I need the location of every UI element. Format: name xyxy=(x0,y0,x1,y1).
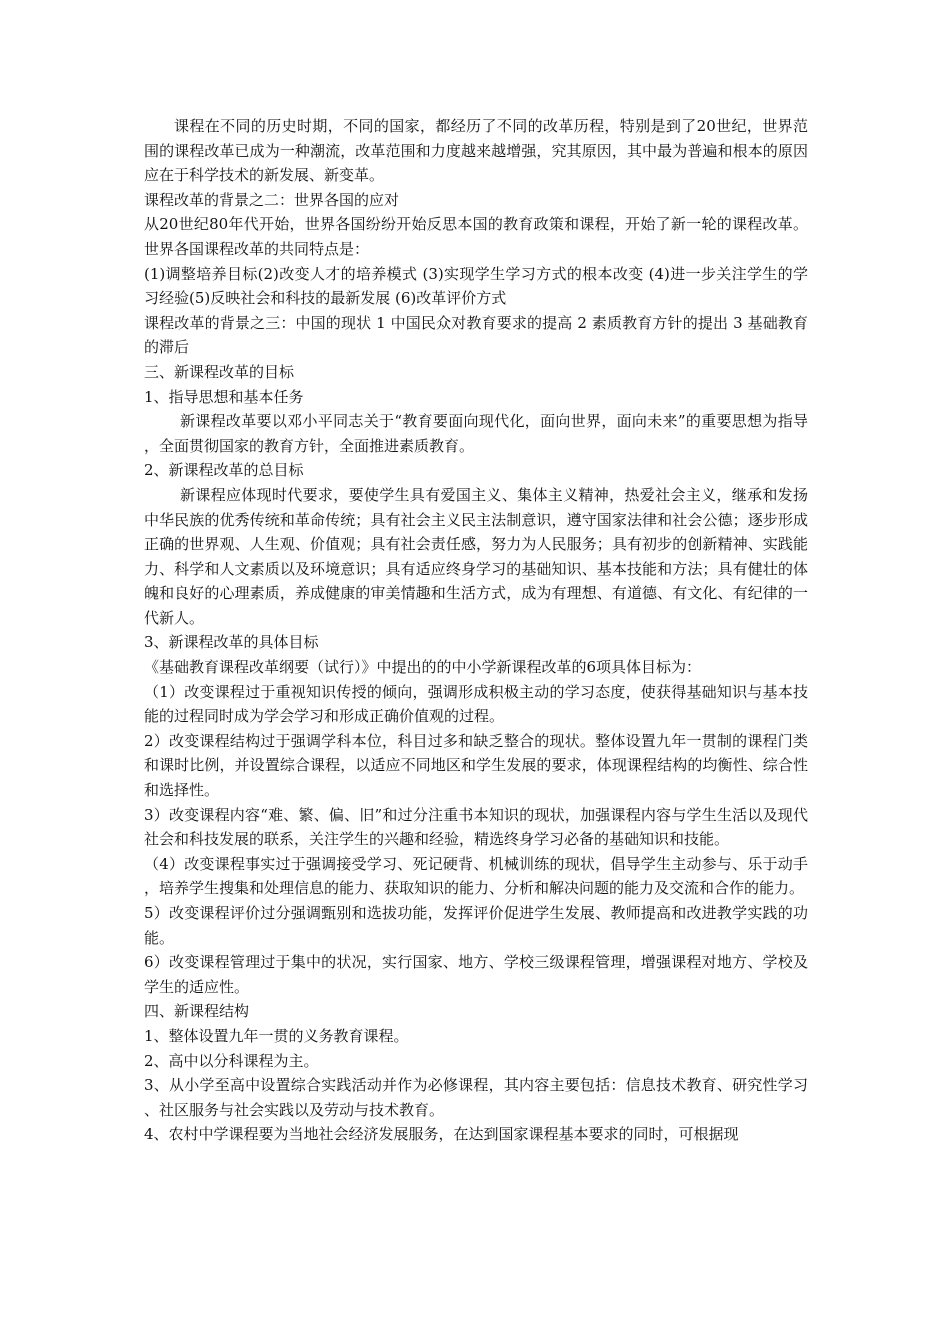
list-item-goal-4: （4）改变课程事实过于强调接受学习、死记硬背、机械训练的现状，倡导学生主动参与、乐于动手，培养学生搜集和处理信息的能力、获取知识的能力、分析和解决问题的能力及交流和合作的能力。 xyxy=(144,854,808,898)
list-item-goal-5: 5）改变课程评价过分强调甄别和选拔功能，发挥评价促进学生发展、教师提高和改进教学实践的功能。 xyxy=(144,904,808,947)
heading-guiding-ideology: 1、指导思想和基本任务 xyxy=(144,387,304,406)
document-page xyxy=(144,114,808,1147)
heading-overall-goal: 2、新课程改革的总目标 xyxy=(144,461,304,480)
paragraph-specific-goals-intro: 《基础教育课程改革纲要（试行）》中提出的的中小学新课程改革的6项具体目标为： xyxy=(144,658,702,677)
heading-specific-goals: 3、新课程改革的具体目标 xyxy=(144,633,319,652)
heading-background-2: 课程改革的背景之二：世界各国的应对 xyxy=(144,190,400,209)
list-item-structure-3: 3、从小学至高中设置综合实践活动并作为必修课程，其内容主要包括：信息技术教育、研究性学习、社区服务与社会实践以及劳动与技术教育。 xyxy=(144,1076,808,1119)
heading-section-3: 三、新课程改革的目标 xyxy=(144,362,295,381)
paragraph-overall-goal: 新课程应体现时代要求，要使学生具有爱国主义、集体主义精神，热爱社会主义，继承和发扬中华民族的优秀传统和革命传统；具有社会主义民主法制意识，遵守国家法律和社会公德；逐步形成正确的世界观、人生观、价值观；具有社会责任感，努力为人民服务；具有初步的创新精神、实践能力、科学和人文素质以及环境意识；具有适应终身学习的基础知识、基本技能和方法；具有健壮的体魄和良好的心理素质，养成健康的审美情趣和生活方式，成为有理想、有道德、有文化、有纪律的一代新人。 xyxy=(144,485,808,627)
list-item-structure-4: 4、农村中学课程要为当地社会经济发展服务，在达到国家课程基本要求的同时，可根据现 xyxy=(144,1125,739,1144)
list-item-structure-1: 1、整体设置九年一贯的义务教育课程。 xyxy=(144,1026,409,1045)
list-item-goal-2: 2）改变课程结构过于强调学科本位，科目过多和缺乏整合的现状。整体设置九年一贯制的课程门类和课时比例，并设置综合课程，以适应不同地区和学生发展的要求，体现课程结构的均衡性、综合性和选择性。 xyxy=(144,731,808,800)
paragraph-world-response: 从20世纪80年代开始，世界各国纷纷开始反思本国的教育政策和课程，开始了新一轮的课程改革。世界各国课程改革的共同特点是： xyxy=(144,215,808,258)
heading-section-4: 四、新课程结构 xyxy=(144,1002,250,1021)
paragraph-common-features: (1)调整培养目标(2)改变人才的培养模式 (3)实现学生学习方式的根本改变 (4)进一步关注学生的学习经验(5)反映社会和科技的最新发展 (6)改革评价方式 xyxy=(144,264,808,308)
list-item-goal-6: 6）改变课程管理过于集中的状况，实行国家、地方、学校三级课程管理，增强课程对地方、学校及学生的适应性。 xyxy=(144,953,808,996)
list-item-goal-3: 3）改变课程内容“难、繁、偏、旧”和过分注重书本知识的现状，加强课程内容与学生生活以及现代社会和科技发展的联系，关注学生的兴趣和经验，精选终身学习必备的基础知识和技能。 xyxy=(144,805,808,849)
list-item-structure-2: 2、高中以分科课程为主。 xyxy=(144,1051,319,1070)
list-item-goal-1: （1）改变课程过于重视知识传授的倾向，强调形成积极主动的学习态度，使获得基础知识与基本技能的过程同时成为学会学习和形成正确价值观的过程。 xyxy=(144,682,808,726)
paragraph-intro: 课程在不同的历史时期，不同的国家，都经历了不同的改革历程，特别是到了20世纪，世界范围的课程改革已成为一种潮流，改革范围和力度越来越增强，究其原因，其中最为普遍和根本的原因应在于科学技术的新发展、新变革。 xyxy=(144,117,808,185)
heading-background-3: 课程改革的背景之三：中国的现状 1 中国民众对教育要求的提高 2 素质教育方针的提出 3 基础教育的滞后 xyxy=(144,313,808,357)
paragraph-guiding-ideology: 新课程改革要以邓小平同志关于“教育要面向现代化，面向世界，面向未来”的重要思想为指导，全面贯彻国家的教育方针，全面推进素质教育。 xyxy=(144,412,808,455)
